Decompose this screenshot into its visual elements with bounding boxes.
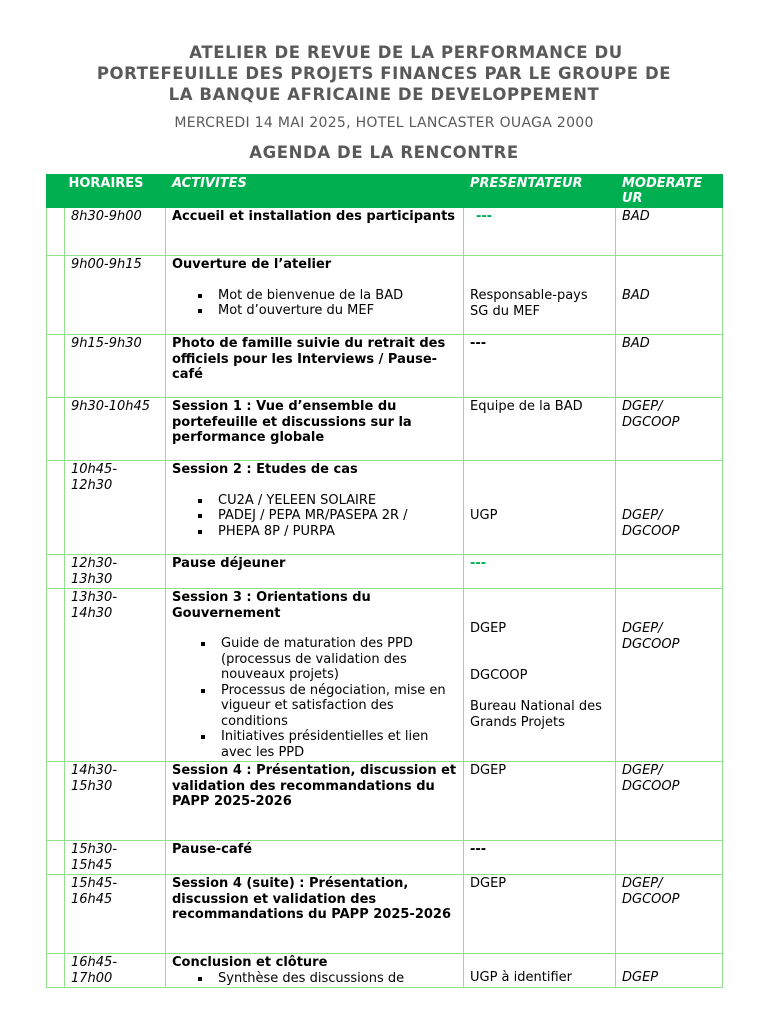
row-presenter: Equipe de la BAD bbox=[464, 398, 616, 461]
row-activity: Pause-café bbox=[166, 841, 464, 875]
time-line: 14h30 bbox=[71, 605, 113, 621]
list-item: Mot d’ouverture du MEF bbox=[172, 303, 457, 319]
moderator-line: DGEP/ bbox=[622, 621, 663, 636]
list-item: PHEPA 8P / PURPA bbox=[172, 524, 457, 540]
presenter-line: Responsable-pays bbox=[470, 288, 588, 303]
time-line: 12h30 bbox=[71, 477, 113, 493]
row-moderator: BAD bbox=[616, 208, 723, 256]
row-presenter bbox=[464, 555, 616, 589]
presenter-line: Bureau National des Grands Projets bbox=[470, 699, 602, 730]
presenter-dash: --- bbox=[470, 842, 487, 857]
moderator-line: DGCOOP bbox=[622, 636, 680, 652]
row-moderator bbox=[616, 555, 723, 589]
row-time bbox=[65, 875, 166, 954]
moderator-line: DGEP/ bbox=[622, 399, 663, 414]
table-row bbox=[47, 589, 723, 762]
agenda-table bbox=[46, 174, 723, 988]
time-line: 12h30- bbox=[71, 556, 118, 571]
list-item: Synthèse des discussions de bbox=[172, 971, 457, 987]
title-line-2: PORTEFEUILLE DES PROJETS FINANCES PAR LE GROUPE DE bbox=[96, 64, 672, 83]
activity-bullets bbox=[172, 493, 457, 540]
time-line: 10h45- bbox=[71, 462, 118, 477]
moderator-line: DGCOOP bbox=[622, 891, 680, 907]
table-row bbox=[47, 555, 723, 589]
table-row bbox=[47, 875, 723, 954]
moderator-line: DGCOOP bbox=[622, 414, 680, 430]
presenter-dash: --- bbox=[470, 556, 487, 571]
row-activity bbox=[166, 954, 464, 988]
row-activity: Session 4 (suite) : Présentation, discussion et validation des recommandations du PAPP 2025-2026 bbox=[166, 875, 464, 954]
row-presenter bbox=[464, 954, 616, 988]
activity-bullets bbox=[172, 636, 457, 760]
presenter-line: SG du MEF bbox=[470, 303, 540, 319]
list-item: Initiatives présidentielles et lien avec les PPD bbox=[172, 729, 457, 760]
table-row bbox=[47, 841, 723, 875]
moderator-line: DGCOOP bbox=[622, 778, 680, 794]
list-item: CU2A / YELEEN SOLAIRE bbox=[172, 493, 457, 509]
row-moderator bbox=[616, 256, 723, 335]
moderator-line: DGEP/ bbox=[622, 763, 663, 778]
row-presenter: DGEP bbox=[464, 875, 616, 954]
row-presenter bbox=[464, 461, 616, 555]
table-row bbox=[47, 398, 723, 461]
row-moderator: BAD bbox=[616, 335, 723, 398]
row-activity: Photo de famille suivie du retrait des officiels pour les Interviews / Pause-café bbox=[166, 335, 464, 398]
row-time bbox=[65, 762, 166, 841]
presenter-line: UGP bbox=[470, 508, 498, 523]
row-presenter bbox=[464, 589, 616, 762]
row-activity: Session 1 : Vue d’ensemble du portefeuille et discussions sur la performance globale bbox=[166, 398, 464, 461]
time-line: 15h45- bbox=[71, 876, 118, 891]
row-activity bbox=[166, 461, 464, 555]
moderator-line: DGEP/ bbox=[622, 876, 663, 891]
title-line-3: LA BANQUE AFRICAINE DE DEVELOPPEMENT bbox=[168, 85, 600, 104]
row-moderator bbox=[616, 954, 723, 988]
header-horaires: HORAIRES bbox=[47, 175, 166, 208]
row-moderator bbox=[616, 762, 723, 841]
row-moderator bbox=[616, 875, 723, 954]
row-time bbox=[65, 555, 166, 589]
time-line: 13h30- bbox=[71, 590, 118, 605]
presenter-line: DGEP bbox=[470, 621, 507, 636]
row-activity: Session 4 : Présentation, discussion et validation des recommandations du PAPP 2025-2026 bbox=[166, 762, 464, 841]
row-moderator bbox=[616, 841, 723, 875]
table-row bbox=[47, 335, 723, 398]
row-moderator bbox=[616, 398, 723, 461]
list-item: Guide de maturation des PPD (processus de validation des nouveaux projets) bbox=[172, 636, 457, 683]
event-date-location: MERCREDI 14 MAI 2025, HOTEL LANCASTER OUAGA 2000 bbox=[174, 115, 594, 131]
row-time bbox=[65, 954, 166, 988]
header-moderateur-line-2: UR bbox=[622, 191, 643, 206]
time-line: 14h30- bbox=[71, 763, 118, 778]
row-time: 9h00-9h15 bbox=[65, 256, 166, 335]
time-line: 17h00 bbox=[71, 970, 113, 986]
time-line: 16h45 bbox=[71, 891, 113, 907]
document-title bbox=[40, 42, 728, 105]
row-moderator bbox=[616, 461, 723, 555]
row-time bbox=[65, 461, 166, 555]
list-item: Processus de négociation, mise en vigueur et satisfaction des conditions bbox=[172, 683, 457, 730]
time-line: 15h45 bbox=[71, 857, 113, 873]
row-time: 8h30-9h00 bbox=[65, 208, 166, 256]
presenter-line: UGP à identifier bbox=[470, 970, 573, 985]
row-time: 9h15-9h30 bbox=[65, 335, 166, 398]
table-row bbox=[47, 256, 723, 335]
row-presenter bbox=[464, 256, 616, 335]
time-line: 15h30- bbox=[71, 842, 118, 857]
row-time: 9h30-10h45 bbox=[65, 398, 166, 461]
row-presenter bbox=[464, 208, 616, 256]
row-presenter bbox=[464, 841, 616, 875]
row-time bbox=[65, 841, 166, 875]
presenter-dash: --- bbox=[476, 209, 493, 224]
presenter-dash: --- bbox=[470, 336, 487, 351]
row-activity bbox=[166, 589, 464, 762]
table-row bbox=[47, 954, 723, 988]
moderator-line: DGCOOP bbox=[622, 523, 680, 539]
activity-bullets bbox=[172, 971, 457, 987]
time-line: 16h45- bbox=[71, 955, 118, 970]
time-line: 15h30 bbox=[71, 778, 113, 794]
list-item: PADEJ / PEPA MR/PASEPA 2R / bbox=[172, 508, 457, 524]
activity-title: Conclusion et clôture bbox=[172, 955, 328, 970]
row-presenter: DGEP bbox=[464, 762, 616, 841]
activity-title: Session 2 : Etudes de cas bbox=[172, 462, 358, 477]
activity-title: Session 3 : Orientations du Gouvernement bbox=[172, 590, 371, 621]
row-activity: Accueil et installation des participants bbox=[166, 208, 464, 256]
header-presentateur: PRESENTATEUR bbox=[464, 175, 616, 208]
activity-bullets bbox=[172, 288, 457, 319]
table-row bbox=[47, 461, 723, 555]
time-line: 13h30 bbox=[71, 571, 113, 587]
header-activites: ACTIVITES bbox=[166, 175, 464, 208]
row-activity bbox=[166, 256, 464, 335]
header-moderateur-line-1: MODERATE bbox=[622, 176, 703, 191]
row-presenter bbox=[464, 335, 616, 398]
table-row bbox=[47, 208, 723, 256]
row-activity: Pause déjeuner bbox=[166, 555, 464, 589]
list-item: Mot de bienvenue de la BAD bbox=[172, 288, 457, 304]
moderator-line: DGEP bbox=[622, 970, 659, 985]
row-moderator bbox=[616, 589, 723, 762]
presenter-line: DGCOOP bbox=[470, 667, 528, 683]
table-row bbox=[47, 762, 723, 841]
title-line-1: ATELIER DE REVUE DE LA PERFORMANCE DU bbox=[189, 43, 623, 62]
agenda-heading: AGENDA DE LA RENCONTRE bbox=[249, 143, 519, 162]
moderator-line: BAD bbox=[622, 288, 650, 303]
header-moderateur bbox=[616, 175, 723, 208]
activity-title: Ouverture de l’atelier bbox=[172, 257, 332, 272]
table-header-row bbox=[47, 175, 723, 208]
row-time bbox=[65, 589, 166, 762]
moderator-line: DGEP/ bbox=[622, 508, 663, 523]
